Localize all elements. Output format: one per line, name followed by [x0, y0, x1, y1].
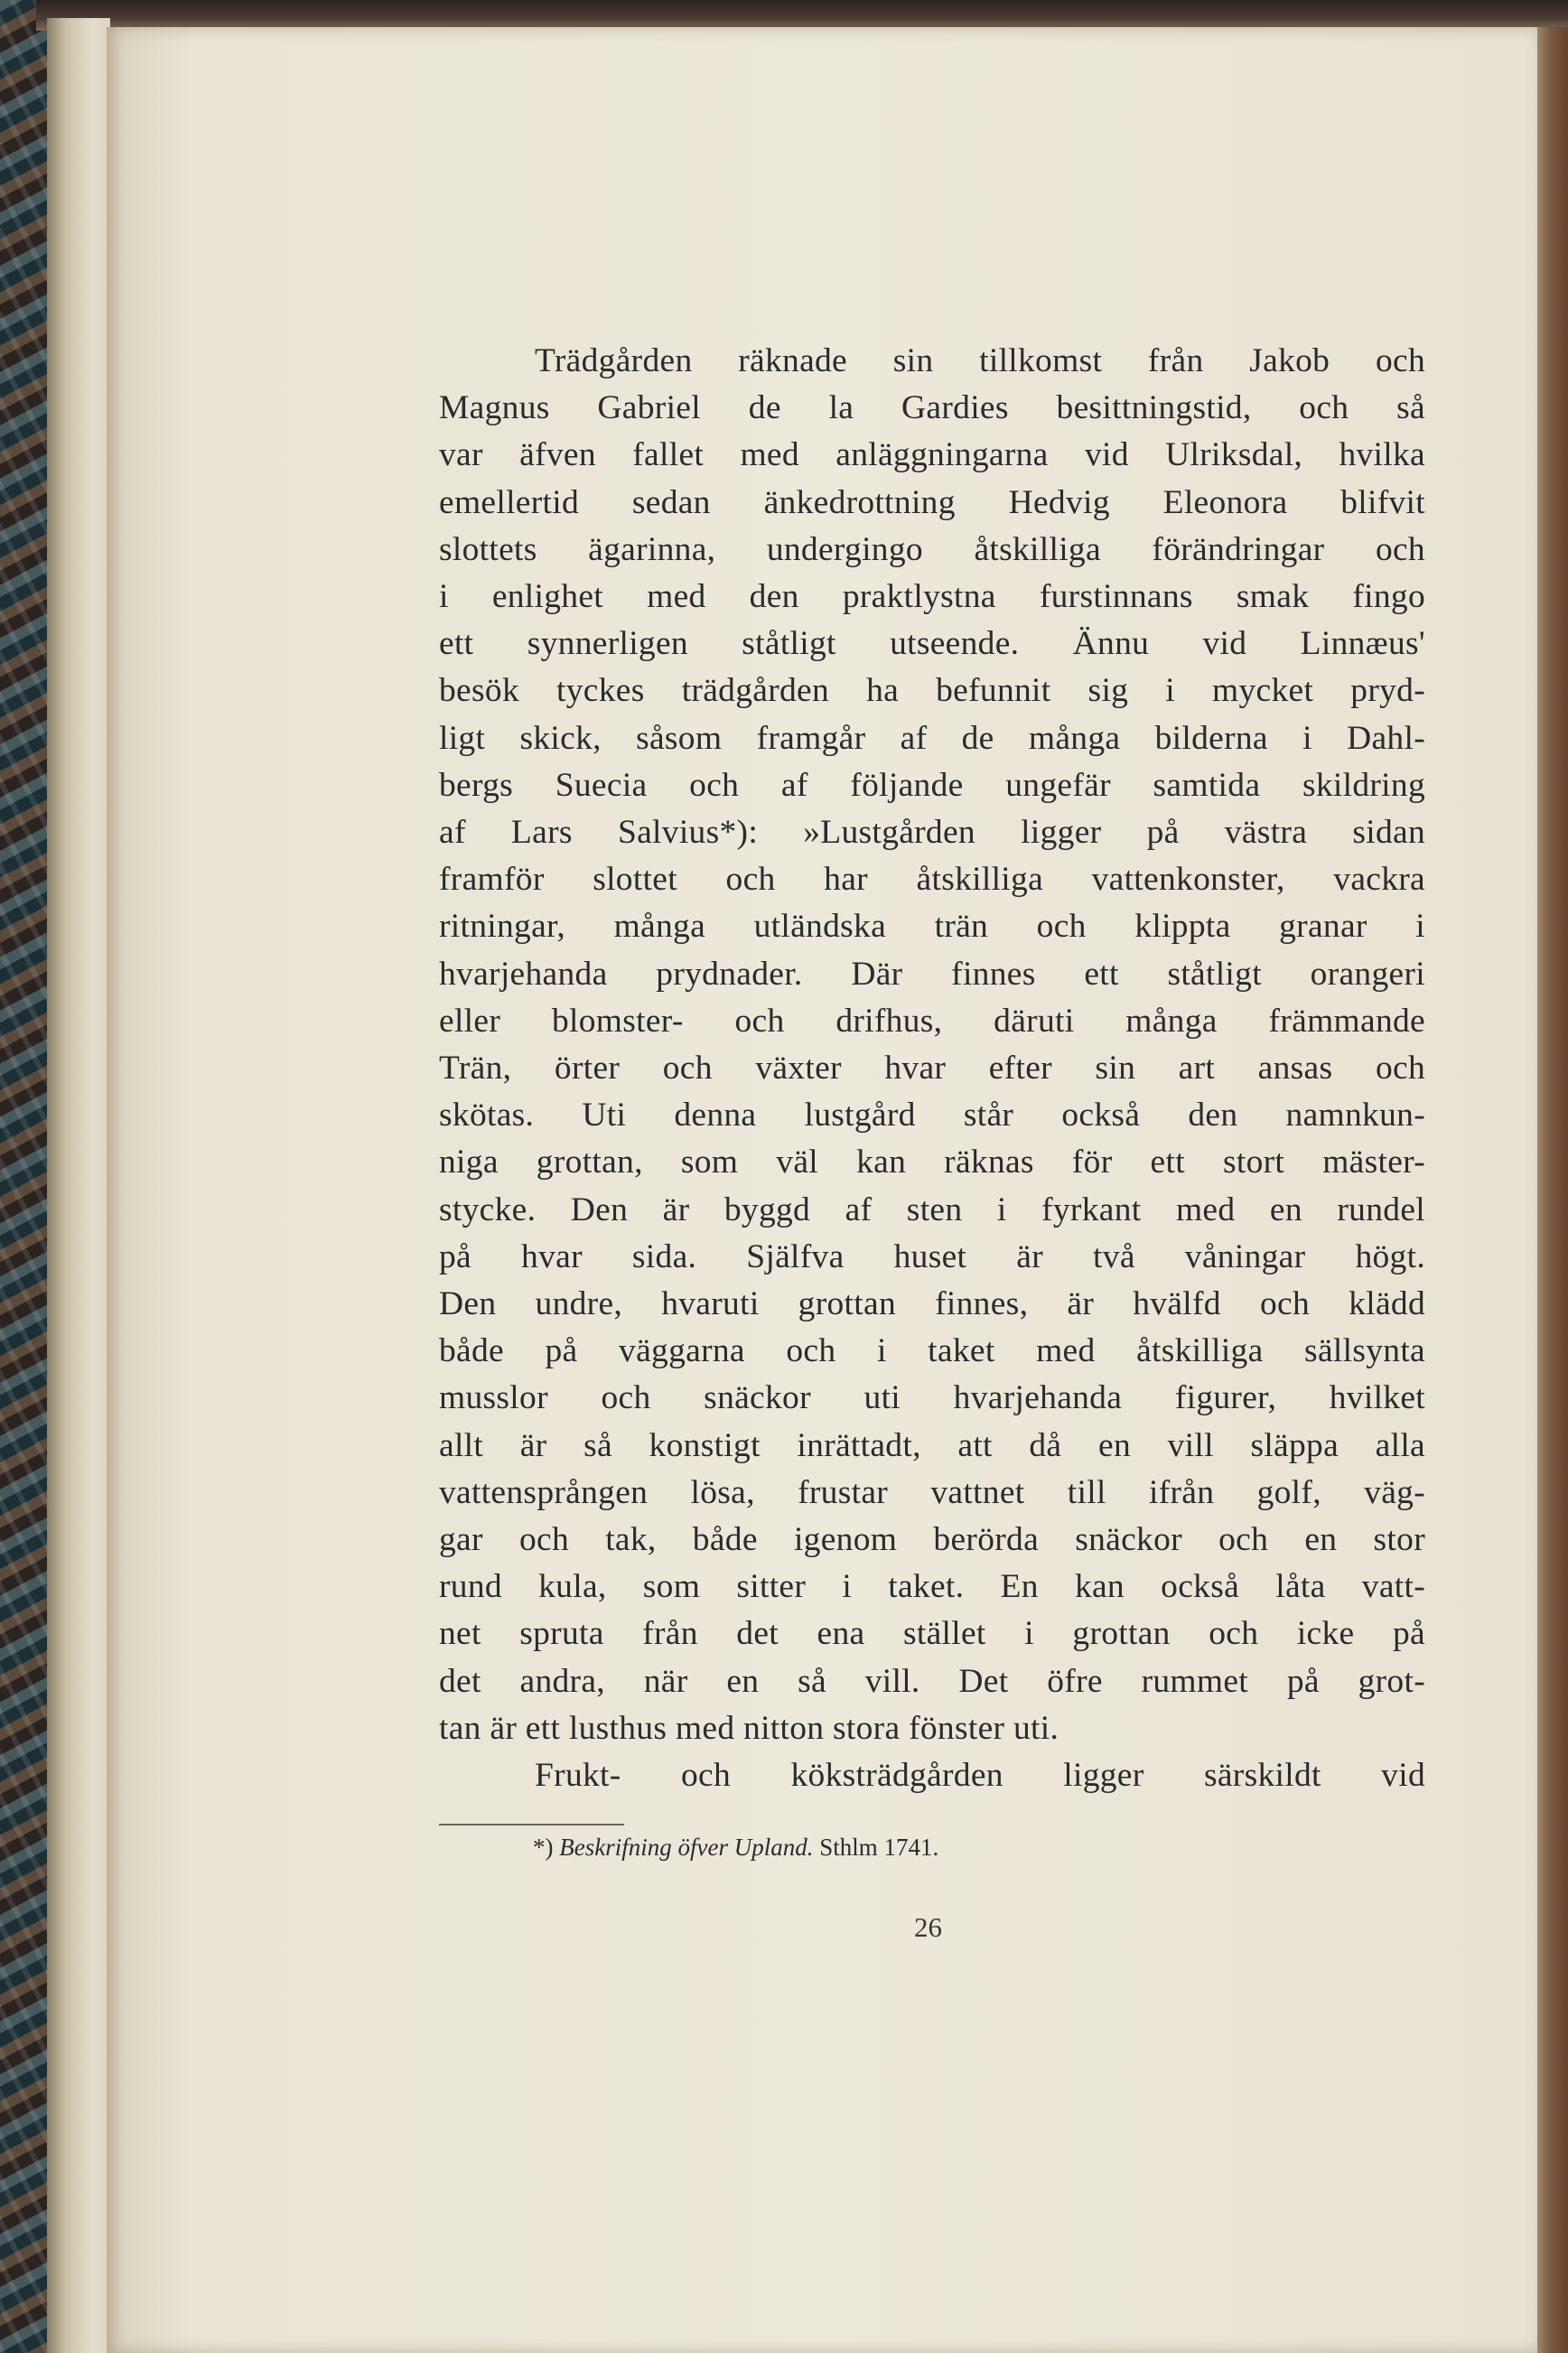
text-line: Trädgården räknade sin tillkomst från Jakob och — [535, 342, 1425, 379]
page-edge — [1535, 27, 1568, 2353]
book-gutter — [47, 18, 110, 2353]
text-line: gar och tak, både igenom berörda snäckor och en stor — [439, 1521, 1425, 1559]
text-line: eller blomster- och drifhus, däruti många främmande — [439, 1002, 1425, 1040]
text-line: var äfven fallet med anläggningarna vid Ulriksdal, hvilka — [439, 436, 1425, 474]
text-line: bergs Suecia och af följande ungefär samtida skildring — [439, 766, 1425, 804]
text-line: besök tyckes trädgården ha befunnit sig i mycket pryd- — [439, 672, 1425, 710]
text-line: det andra, när en så vill. Det öfre rummet på grot- — [439, 1662, 1425, 1700]
paragraph — [439, 1752, 1425, 1799]
text-line: niga grottan, som väl kan räknas för ett stort mäster- — [439, 1144, 1425, 1181]
text-line: Trän, örter och växter hvar efter sin art ansas och — [439, 1050, 1425, 1088]
text-line: skötas. Uti denna lustgård står också den namnkun- — [439, 1097, 1425, 1134]
body-text — [439, 338, 1425, 1799]
footnote — [533, 1834, 938, 1862]
footnote-marker: *) — [533, 1834, 554, 1861]
text-line: slottets ägarinna, undergingo åtskilliga förändringar och — [439, 530, 1425, 568]
text-line: i enlighet med den praktlystna furstinnans smak fingo — [439, 578, 1425, 616]
book-cover-edge — [36, 0, 1568, 31]
text-line: Den undre, hvaruti grottan finnes, är hvälfd och klädd — [439, 1285, 1425, 1323]
text-line: tan är ett lusthus med nitton stora fönster uti. — [439, 1709, 1059, 1747]
page-number: 26 — [914, 1911, 942, 1943]
footnote-divider — [439, 1824, 624, 1825]
text-line: emellertid sedan änkedrottning Hedvig Eleonora blifvit — [439, 483, 1425, 521]
text-line: ligt skick, såsom framgår af de många bilderna i Dahl- — [439, 719, 1425, 757]
text-line: ritningar, många utländska trän och klippta granar i — [439, 908, 1425, 946]
text-line: musslor och snäckor uti hvarjehanda figurer, hvilket — [439, 1379, 1425, 1417]
text-line: stycke. Den är byggd af sten i fyrkant med en rundel — [439, 1191, 1425, 1228]
text-line: net spruta från det ena stället i grottan och icke på — [439, 1615, 1425, 1653]
text-line: både på väggarna och i taket med åtskilliga sällsynta — [439, 1332, 1425, 1370]
text-line: rund kula, som sitter i taket. En kan också låta vatt- — [439, 1568, 1425, 1606]
text-line: Magnus Gabriel de la Gardies besittningstid, och så — [439, 389, 1425, 427]
paragraph — [439, 338, 1425, 1752]
footnote-imprint: Sthlm 1741. — [819, 1834, 939, 1861]
text-line: ett synnerligen ståtligt utseende. Ännu vid Linnæus' — [439, 625, 1425, 663]
text-line: vattensprången lösa, frustar vattnet till ifrån golf, väg- — [439, 1473, 1425, 1511]
footnote-title: Beskrifning öfver Upland. — [559, 1834, 814, 1861]
text-line: af Lars Salvius*): »Lustgården ligger på västra sidan — [439, 814, 1425, 852]
text-line: Frukt- och köksträdgården ligger särskildt vid — [535, 1757, 1425, 1795]
text-line: på hvar sida. Själfva huset är två våningar högt. — [439, 1237, 1425, 1275]
text-line: hvarjehanda prydnader. Där finnes ett ståtligt orangeri — [439, 955, 1425, 993]
text-line: allt är så konstigt inrättadt, att då en vill släppa alla — [439, 1426, 1425, 1464]
text-line: framför slottet och har åtskilliga vattenkonster, vackra — [439, 861, 1425, 899]
